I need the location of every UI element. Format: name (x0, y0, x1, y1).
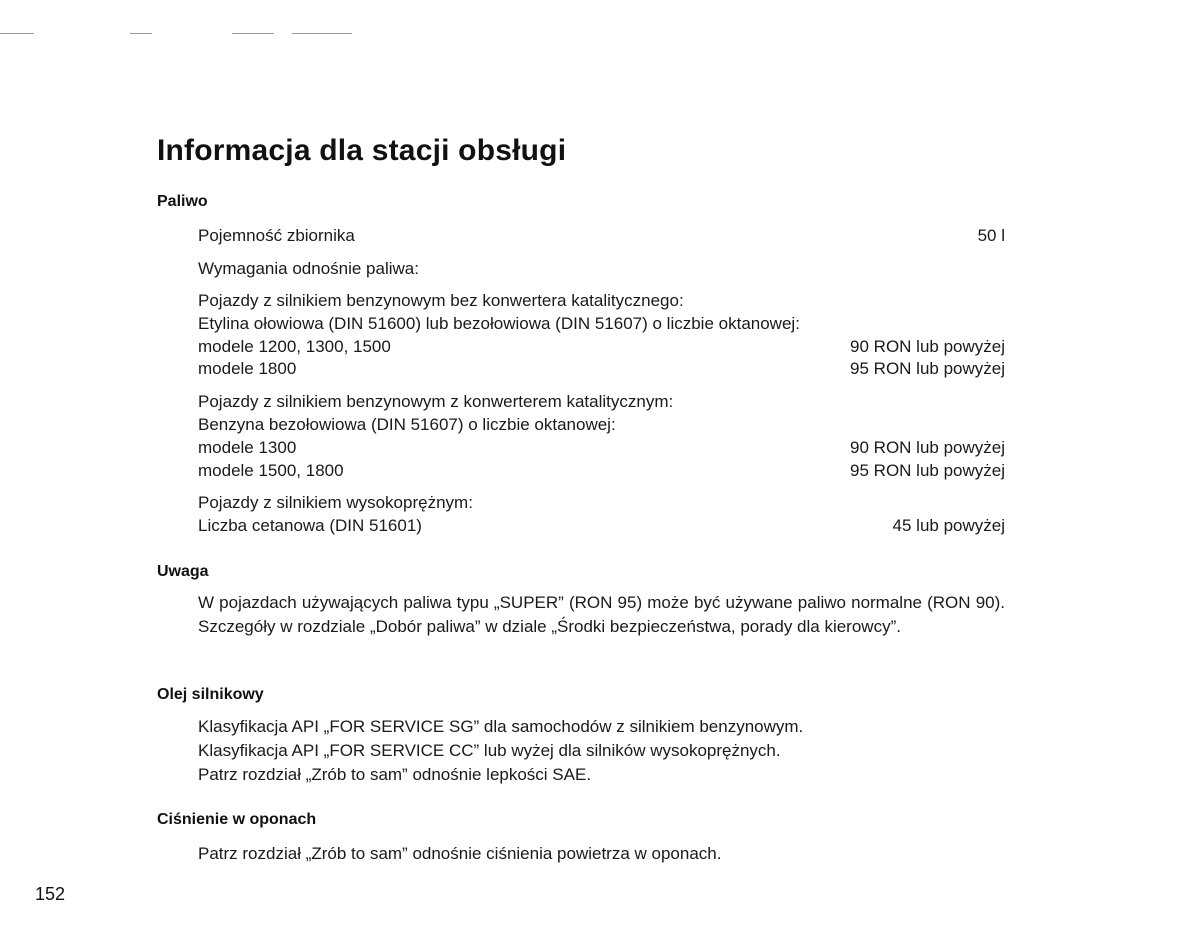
spec-value: 90 RON lub powyżej (850, 337, 1005, 356)
spec-row-diesel (198, 514, 1005, 537)
scan-mark (0, 33, 34, 34)
spec-row (198, 436, 1005, 459)
no-cat-fuel: Etylina ołowiowa (DIN 51600) lub bezołowiowa (DIN 51607) o liczbie oktanowej: (198, 314, 800, 333)
spec-label: modele 1500, 1800 (198, 461, 344, 480)
requirements-text: Wymagania odnośnie paliwa: (198, 259, 419, 278)
cat-intro: Pojazdy z silnikiem benzynowym z konwerterem katalitycznym: (198, 392, 674, 411)
section-heading-oil: Olej silnikowy (157, 686, 264, 703)
page-title: Informacja dla stacji obsługi (157, 134, 567, 167)
spec-label: modele 1200, 1300, 1500 (198, 337, 391, 356)
spec-label: modele 1300 (198, 438, 297, 457)
spec-value: 50 l (977, 226, 1005, 245)
section-heading-note: Uwaga (157, 563, 209, 580)
cat-fuel: Benzyna bezołowiowa (DIN 51607) o liczbie oktanowej: (198, 415, 616, 434)
spec-row (198, 459, 1005, 482)
oil-line: Klasyfikacja API „FOR SERVICE SG” dla samochodów z silnikiem benzynowym. (198, 717, 804, 736)
oil-line: Klasyfikacja API „FOR SERVICE CC” lub wyżej dla silników wysokoprężnych. (198, 741, 781, 760)
spec-row (198, 357, 1005, 380)
spec-label: Liczba cetanowa (DIN 51601) (198, 516, 422, 535)
spec-row-tank (198, 224, 1005, 247)
scan-mark (232, 33, 274, 34)
no-cat-intro: Pojazdy z silnikiem benzynowym bez konwertera katalitycznego: (198, 291, 684, 310)
spec-row (198, 335, 1005, 358)
spec-value: 90 RON lub powyżej (850, 438, 1005, 457)
spec-label: Pojemność zbiornika (198, 226, 355, 245)
section-heading-fuel: Paliwo (157, 193, 208, 210)
tyres-text: Patrz rozdział „Zrób to sam” odnośnie ciśnienia powietrza w oponach. (198, 844, 722, 863)
page-number: 152 (35, 884, 66, 904)
oil-line: Patrz rozdział „Zrób to sam” odnośnie lepkości SAE. (198, 765, 592, 784)
spec-label: modele 1800 (198, 359, 297, 378)
spec-value: 95 RON lub powyżej (850, 461, 1005, 480)
section-heading-tyres: Ciśnienie w oponach (157, 811, 317, 828)
scan-mark (292, 33, 352, 34)
scan-mark (130, 33, 152, 34)
spec-value: 95 RON lub powyżej (850, 359, 1005, 378)
note-paragraph: W pojazdach używających paliwa typu „SUPER” (RON 95) może być używane paliwo normalne (RON 90). Szczegóły w rozdziale „Dobór paliwa” w dziale „Środki bezpieczeństwa, porady dla kierowcy”. (198, 593, 1005, 636)
spec-value: 45 lub powyżej (892, 516, 1005, 535)
diesel-intro: Pojazdy z silnikiem wysokoprężnym: (198, 493, 473, 512)
